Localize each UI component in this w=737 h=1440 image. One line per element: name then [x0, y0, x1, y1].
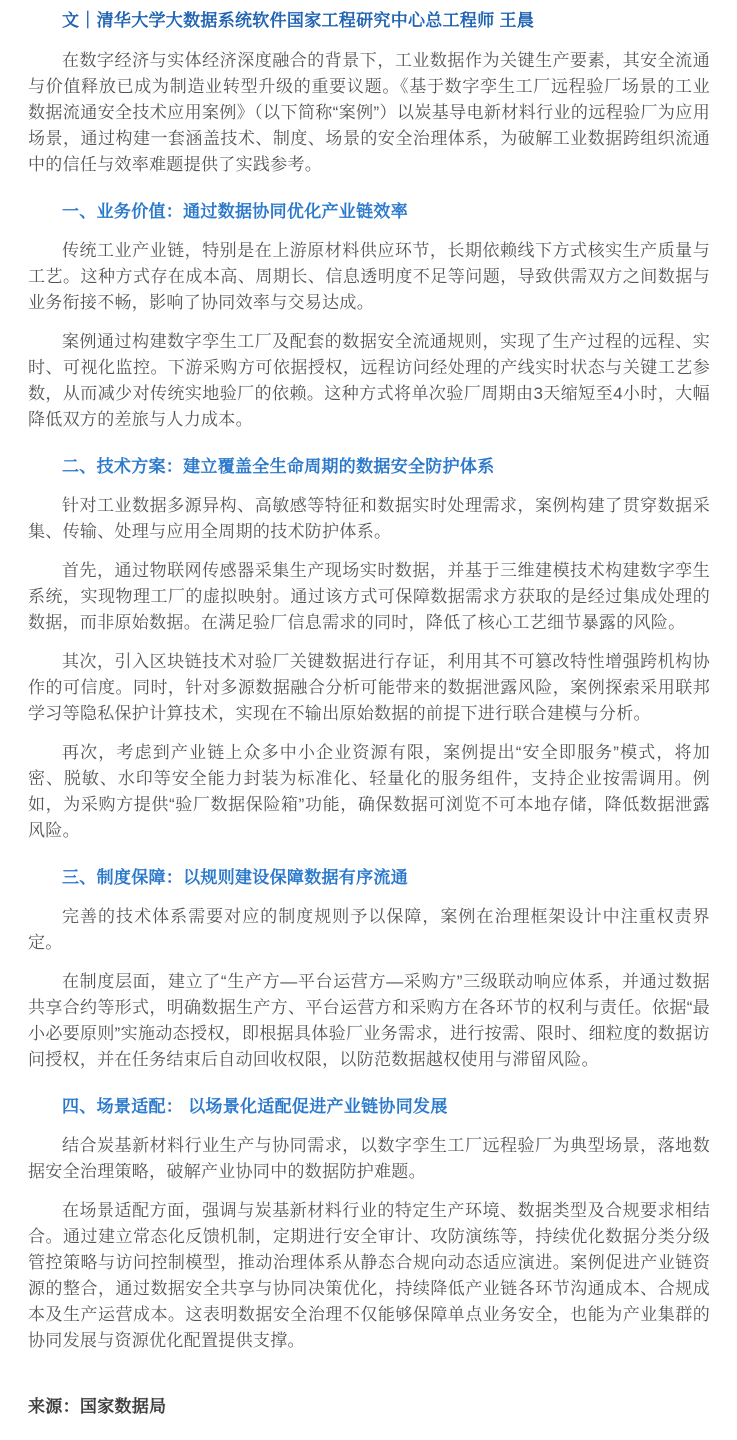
section-2-paragraph: 其次，引入区块链技术对验厂关键数据进行存证，利用其不可篡改特性增强跨机构协作的可信度。同时，针对多源数据融合分析可能带来的数据泄露风险，案例探索采用联邦学习等隐私保护计算技术，实现在不输出原始数据的前提下进行联合建模与分析。	[28, 652, 710, 723]
section-3-heading: 三、制度保障：以规则建设保障数据有序流通	[62, 868, 408, 887]
intro-paragraph: 在数字经济与实体经济深度融合的背景下，工业数据作为关键生产要素，其安全流通与价值释放已成为制造业转型升级的重要议题。《基于数字孪生工厂远程验厂场景的工业数据流通安全技术应用案例》（以下简称“案例”）以炭基导电新材料行业的远程验厂为应用场景，通过构建一套涵盖技术、制度、场景的安全治理体系，为破解工业数据跨组织流通中的信任与效率难题提供了实践参考。	[28, 51, 710, 174]
article-byline: 文｜清华大学大数据系统软件国家工程研究中心总工程师 王晨	[62, 11, 535, 30]
section-2-heading: 二、技术方案：建立覆盖全生命周期的数据安全防护体系	[62, 457, 495, 476]
section-1-heading: 一、业务价值：通过数据协同优化产业链效率	[62, 202, 408, 221]
section-2-paragraph: 再次，考虑到产业链上众多中小企业资源有限，案例提出“安全即服务”模式，将加密、脱敏、水印等安全能力封装为标准化、轻量化的服务组件，支持企业按需调用。例如，为采购方提供“验厂数据保险箱”功能，确保数据可浏览不可本地存储，降低数据泄露风险。	[28, 743, 710, 840]
section-2-paragraph: 针对工业数据多源异构、高敏感等特征和数据实时处理需求，案例构建了贯穿数据采集、传输、处理与应用全周期的技术防护体系。	[28, 496, 710, 541]
section-4-heading: 四、场景适配： 以场景化适配促进产业链协同发展	[62, 1097, 448, 1116]
section-2-paragraph: 首先，通过物联网传感器采集生产现场实时数据，并基于三维建模技术构建数字孪生系统，实现物理工厂的虚拟映射。通过该方式可保障数据需求方获取的是经过集成处理的数据，而非原始数据。在满足验厂信息需求的同时，降低了核心工艺细节暴露的风险。	[28, 561, 710, 632]
section-1-paragraph: 传统工业产业链，特别是在上游原材料供应环节，长期依赖线下方式核实生产质量与工艺。这种方式存在成本高、周期长、信息透明度不足等问题，导致供需双方之间数据与业务衔接不畅，影响了协同效率与交易达成。	[28, 241, 710, 312]
source-line: 来源：国家数据局	[28, 1397, 167, 1416]
section-4-paragraph: 在场景适配方面，强调与炭基新材料行业的特定生产环境、数据类型及合规要求相结合。通过建立常态化反馈机制，定期进行安全审计、攻防演练等，持续优化数据分类分级管控策略与访问控制模型，推动治理体系从静态合规向动态适应演进。案例促进产业链资源的整合，通过数据安全共享与协同决策优化，持续降低产业链各环节沟通成本、合规成本及生产运营成本。这表明数据安全治理不仅能够保障单点业务安全，也能为产业集群的协同发展与资源优化配置提供支撑。	[28, 1201, 710, 1350]
section-3-paragraph: 完善的技术体系需要对应的制度规则予以保障，案例在治理框架设计中注重权责界定。	[28, 907, 710, 952]
section-3-paragraph: 在制度层面，建立了“生产方—平台运营方—采购方”三级联动响应体系，并通过数据共享合约等形式，明确数据生产方、平台运营方和采购方在各环节的权利与责任。依据“最小必要原则”实施动态授权，即根据具体验厂业务需求，进行按需、限时、细粒度的数据访问授权，并在任务结束后自动回收权限，以防范数据越权使用与滞留风险。	[28, 972, 710, 1069]
section-4-paragraph: 结合炭基新材料行业生产与协同需求，以数字孪生工厂远程验厂为典型场景，落地数据安全治理策略，破解产业协同中的数据防护难题。	[28, 1136, 710, 1181]
section-1-paragraph: 案例通过构建数字孪生工厂及配套的数据安全流通规则，实现了生产过程的远程、实时、可视化监控。下游采购方可依据授权，远程访问经处理的产线实时状态与关键工艺参数，从而减少对传统实地验厂的依赖。这种方式将单次验厂周期由3天缩短至4小时，大幅降低双方的差旅与人力成本。	[28, 332, 710, 429]
